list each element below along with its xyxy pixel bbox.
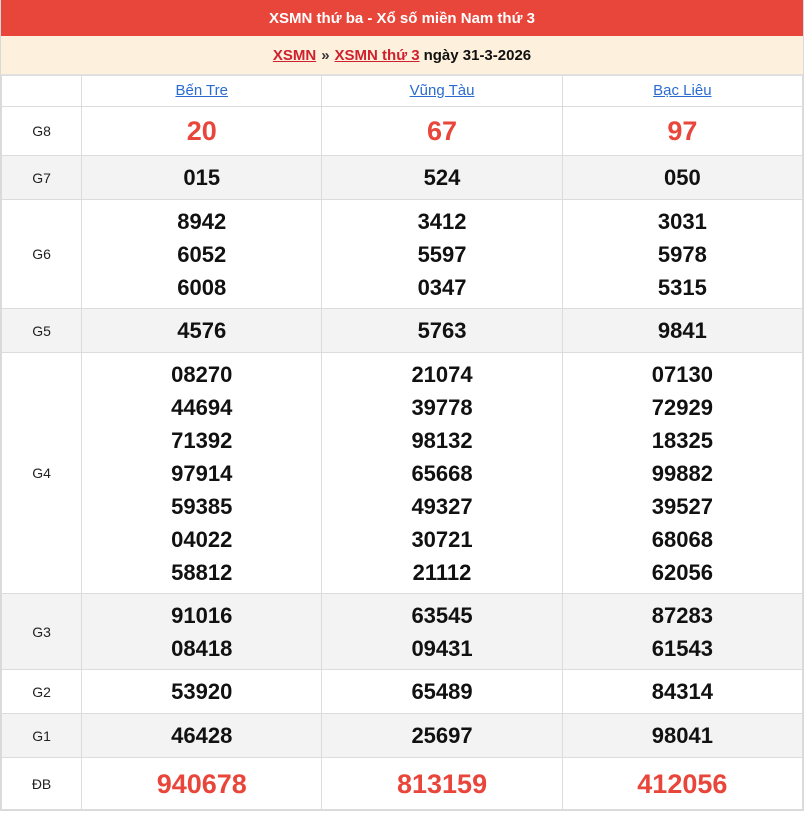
prize-number: 04022 [171,526,233,552]
prize-number: 84314 [651,679,713,704]
prize-number: 5597 [417,241,467,267]
prize-row-g3 [2,594,803,670]
prize-label: G8 [2,107,82,156]
result-cell [82,309,322,353]
prize-number: 67 [427,116,458,146]
result-cell [82,107,322,156]
province-link-ben-tre[interactable]: Bến Tre [175,82,228,99]
result-cell [562,156,802,200]
breadcrumb-link-xsmn[interactable]: XSMN [272,46,317,64]
result-cell [322,758,562,810]
result-cell [322,594,562,670]
prize-label: G5 [2,309,82,353]
prize-label: G4 [2,353,82,594]
prize-number: 98041 [651,723,713,748]
result-cell [82,353,322,594]
result-cell [82,714,322,758]
breadcrumb-link-xsmn-thu3[interactable]: XSMN thứ 3 [334,46,420,64]
prize-number: 71392 [171,427,233,453]
province-cell [562,76,802,107]
prize-row-g8 [2,107,803,156]
prize-number: 39778 [411,394,473,420]
prize-number: 8942 [177,208,227,234]
prize-number: 4576 [177,318,227,343]
prize-number: 46428 [171,723,233,748]
result-cell [82,156,322,200]
result-cell [562,353,802,594]
prize-label: G7 [2,156,82,200]
prize-number: 18325 [651,427,713,453]
breadcrumb [1,36,803,75]
prize-number: 30721 [411,526,473,552]
prize-row-g2 [2,670,803,714]
prize-label: G1 [2,714,82,758]
prize-label: G6 [2,200,82,309]
prize-number: 49327 [411,493,473,519]
prize-number: 58812 [171,559,233,585]
prize-label: ĐB [2,758,82,810]
prize-number: 5763 [417,318,467,343]
draw-date: ngày 31-3-2026 [423,46,532,64]
province-cell [322,76,562,107]
prize-number: 3412 [417,208,467,234]
prize-row-g7 [2,156,803,200]
prize-number: 63545 [411,602,473,628]
result-cell [322,200,562,309]
prize-number: 25697 [411,723,473,748]
prize-number: 99882 [651,460,713,486]
result-cell [82,758,322,810]
prize-number: 59385 [171,493,233,519]
prize-number: 87283 [651,602,713,628]
special-prize-number: 940678 [156,768,247,799]
prize-number: 91016 [171,602,233,628]
result-cell [82,200,322,309]
province-link-bac-lieu[interactable]: Bạc Liêu [653,82,712,99]
result-cell [82,594,322,670]
prize-number: 68068 [651,526,713,552]
page-title: XSMN thứ ba - Xổ số miền Nam thứ 3 [1,0,803,36]
result-cell [322,309,562,353]
prize-number: 6052 [177,241,227,267]
result-cell [562,670,802,714]
prize-row-g1 [2,714,803,758]
prize-number: 44694 [171,394,233,420]
prize-number: 62056 [651,559,713,585]
result-cell [322,670,562,714]
result-cell [562,309,802,353]
prize-row-g4 [2,353,803,594]
prize-row-special [2,758,803,810]
province-cell [82,76,322,107]
prize-number: 0347 [417,274,467,300]
prize-number: 53920 [171,679,233,704]
prize-row-g5 [2,309,803,353]
prize-number: 9841 [657,318,707,343]
prize-number: 015 [183,165,221,190]
result-cell [562,107,802,156]
prize-number: 08418 [171,635,233,661]
prize-number: 07130 [651,361,713,387]
prize-number: 39527 [651,493,713,519]
result-cell [322,353,562,594]
result-cell [322,156,562,200]
result-cell [562,758,802,810]
prize-number: 20 [186,116,217,146]
province-link-vung-tau[interactable]: Vũng Tàu [409,82,475,99]
special-prize-number: 813159 [396,768,488,799]
prize-number: 6008 [177,274,227,300]
results-table [1,75,803,810]
result-cell [562,594,802,670]
result-cell [82,670,322,714]
prize-row-g6 [2,200,803,309]
prize-number: 08270 [171,361,233,387]
result-cell [322,714,562,758]
prize-number: 72929 [651,394,713,420]
prize-number: 3031 [657,208,707,234]
prize-number: 09431 [411,635,473,661]
result-cell [562,714,802,758]
province-header-row [2,76,803,107]
corner-cell [2,76,82,107]
prize-number: 21112 [412,559,472,585]
prize-number: 5315 [657,274,707,300]
prize-number: 65489 [411,679,473,704]
result-cell [322,107,562,156]
prize-number: 65668 [411,460,473,486]
prize-number: 21074 [411,361,473,387]
result-cell [562,200,802,309]
prize-number: 97 [667,116,698,146]
prize-number: 524 [423,165,461,190]
prize-label: G3 [2,594,82,670]
prize-number: 61543 [651,635,713,661]
prize-number: 97914 [171,460,233,486]
breadcrumb-separator: » [321,46,330,64]
prize-number: 5978 [657,241,707,267]
special-prize-number: 412056 [637,768,728,799]
prize-number: 98132 [411,427,473,453]
prize-number: 050 [663,165,701,190]
prize-label: G2 [2,670,82,714]
